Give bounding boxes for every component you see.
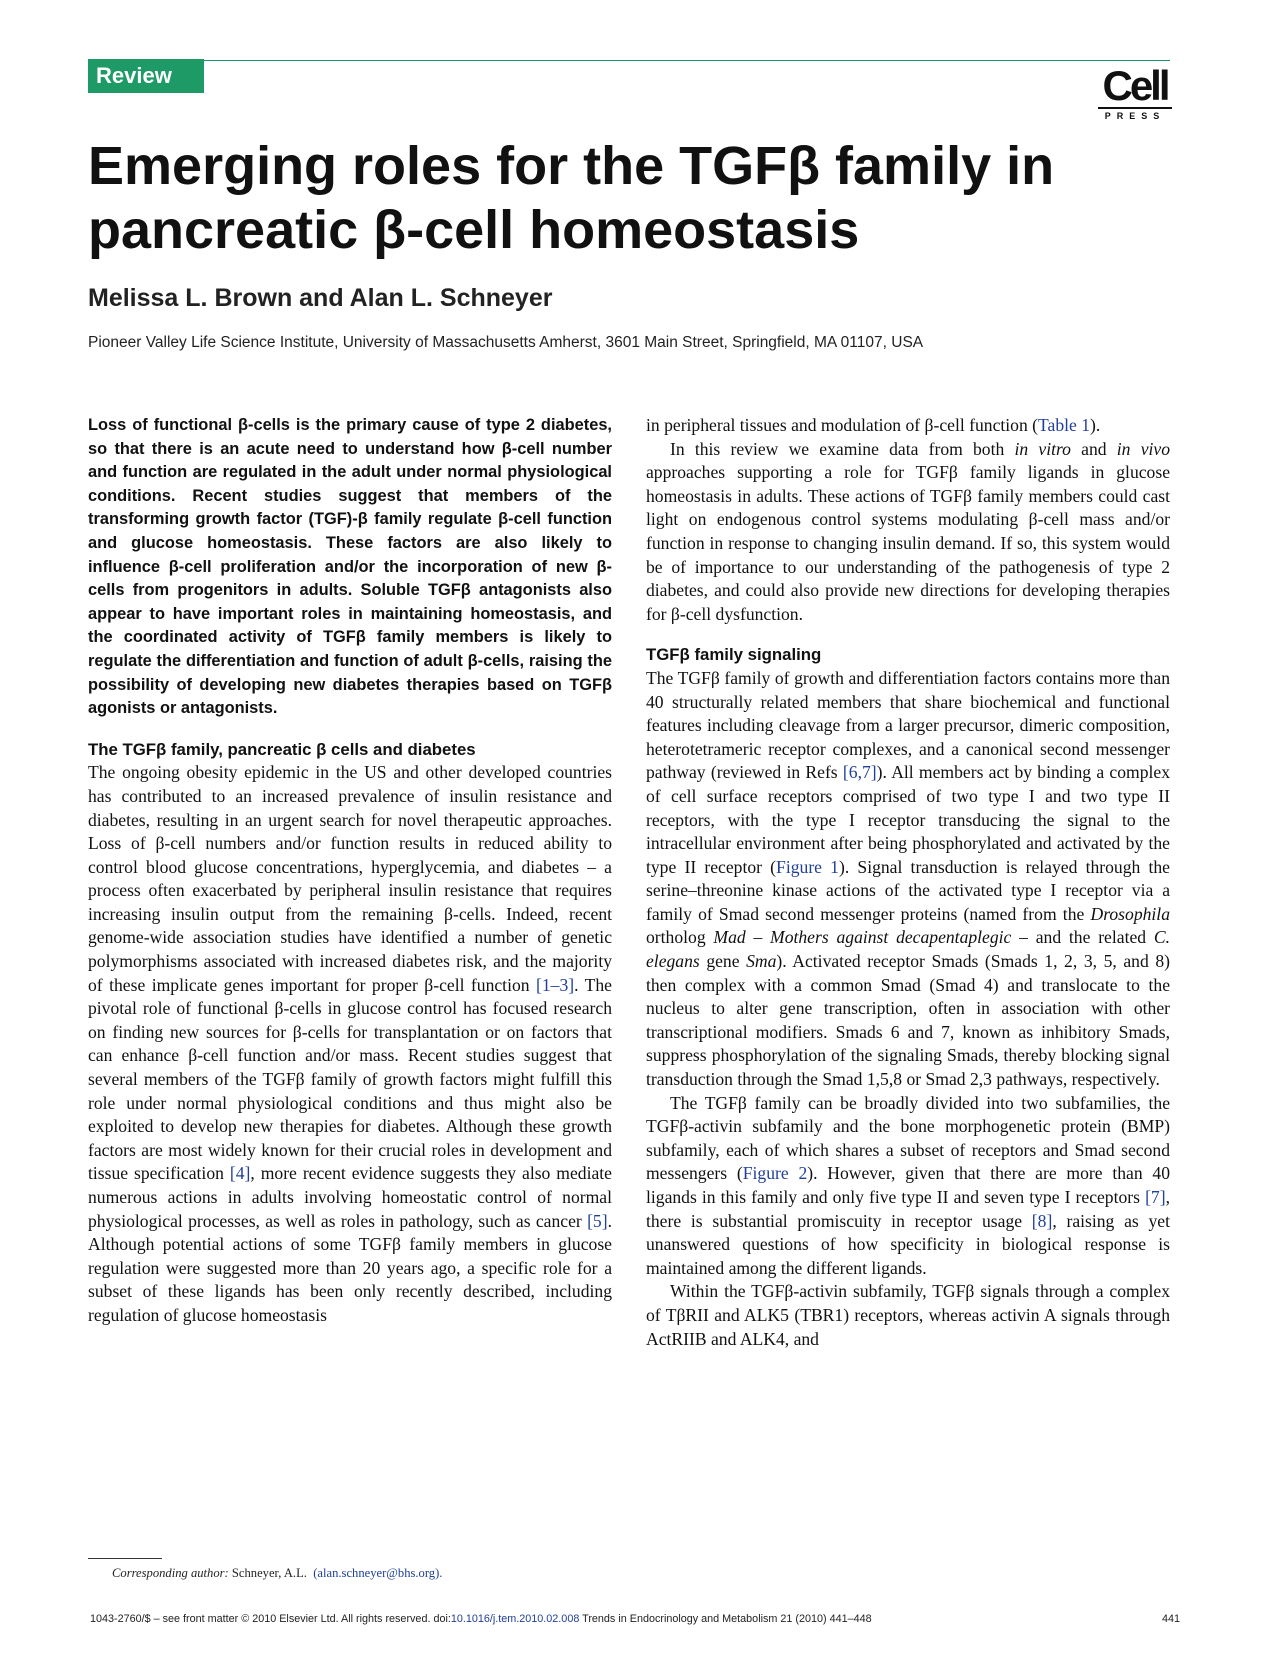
italic-text: in vitro (1014, 438, 1071, 459)
corresponding-author-footnote (112, 1565, 442, 1581)
left-column (88, 414, 612, 1328)
text: ). Activated receptor Smads (Smads 1, 2, 3, 5, and 8) then complex with a common Smad (Smad 4) and translocate to the nucleus to alter gene transcription, often in association with other transcriptional modifiers. Smads 6 and 7, known as inhibitory Smads, suppress phosphorylation of the signaling Smads, thereby blocking signal transduction through the Smad 1,5,8 or Smad 2,3 pathways, respectively. (646, 951, 1170, 1090)
right-column (646, 414, 1170, 1351)
section-tag: Review (88, 59, 204, 93)
footnote-name: Schneyer, A.L. (228, 1566, 307, 1580)
text: ). Signal transduction is relayed through the serine–threonine kinase actions of the activated type I receptor via a family of Smad second messenger proteins (named from the (646, 856, 1170, 924)
review-scope-paragraph (646, 438, 1170, 627)
text: In this review we examine data from both (670, 438, 1015, 459)
title-line-2: pancreatic β-cell homeostasis (88, 200, 860, 260)
page-number: 441 (1161, 1613, 1180, 1625)
citation-link[interactable]: [6,7] (842, 762, 877, 783)
footnote-label: Corresponding author: (112, 1566, 229, 1580)
text: , more recent evidence suggests they also mediate numerous actions in adults involving homeostatic control of normal physiological processes, as well as roles in pathology, such as cancer (88, 1163, 612, 1231)
text: in peripheral tissues and modulation of β-cell function ( (646, 415, 1039, 435)
logo-sub: PRESS (1098, 107, 1172, 121)
italic-text: in vivo (1116, 438, 1170, 459)
italic-text: Mad – Mothers against decapentaplegic (713, 927, 1012, 948)
citation-link[interactable]: [8] (1031, 1210, 1053, 1231)
citation-link[interactable]: [4] (229, 1163, 251, 1184)
title-line-1: Emerging roles for the TGFβ family in (88, 136, 1055, 196)
text: ). All members act by binding a complex of cell surface receptors comprised of two type I and two type II receptors, with the type I receptor transducing the signal to the intracellular environment after being phosphorylated and activated by the type II receptor ( (646, 762, 1170, 877)
text: ). However, given that there are more than 40 ligands in this family and only five type II and seven type I receptors (646, 1163, 1170, 1207)
affiliation: Pioneer Valley Life Science Institute, University of Massachusetts Amherst, 3601 Main Street, Springfield, MA 01107, USA (88, 334, 924, 351)
signaling-paragraph (646, 667, 1170, 1092)
text: gene (699, 951, 747, 972)
footnote-rule (88, 1558, 162, 1559)
italic-text: Drosophila (1090, 903, 1170, 924)
header-rule (88, 60, 1170, 61)
authors: Melissa L. Brown and Alan L. Schneyer (88, 284, 553, 312)
activin-paragraph: Within the TGFβ-activin subfamily, TGFβ signals through a complex of TβRII and ALK5 (TBR1) receptors, whereas activin A signals through ActRIIB and ALK4, and (646, 1281, 1170, 1349)
text: The TGFβ family of growth and differentiation factors contains more than 40 structurally related members that share biochemical and functional features including cleavage from a larger precursor, dimeric composition, heterotetrameric receptor complexes, and a canonical second messenger pathway (reviewed in Refs (646, 667, 1170, 783)
citation-link[interactable]: [5] (587, 1210, 608, 1231)
text: . Although potential actions of some TGFβ family members in glucose regulation were suggested more than 20 years ago, a specific role for a subset of these ligands has been only recently described, including regulation of glucose homeostasis (88, 1210, 612, 1325)
text: , raising as yet unanswered questions of how specificity in biological response is maintained among the different ligands. (646, 1210, 1170, 1278)
cell-press-logo (1098, 62, 1172, 122)
text: , there is substantial promiscuity in receptor usage (646, 1187, 1170, 1231)
text: and (1070, 438, 1117, 459)
footer-copyright: 1043-2760/$ – see front matter © 2010 Elsevier Ltd. All rights reserved. doi: (90, 1613, 451, 1625)
email-link[interactable]: (alan.schneyer@bhs.org). (313, 1566, 443, 1580)
subfamily-paragraph (646, 1092, 1170, 1281)
figure-link[interactable]: Figure 2 (742, 1163, 808, 1184)
italic-text: C. elegans (646, 927, 1170, 972)
article-title (88, 134, 1188, 262)
abstract: Loss of functional β-cells is the primary cause of type 2 diabetes, so that there is an acute need to understand how β-cell number and function are regulated in the adult under normal physiological conditions. Recent studies suggest that members of the transforming growth factor (TGF)-β family regulate β-cell function and glucose homeostasis. These factors are also likely to influence β-cell proliferation and/or the incorporation of new β-cells from progenitors in adults. Soluble TGFβ antagonists also appear to have important roles in maintaining homeostasis, and the coordinated activity of TGFβ family members is likely to regulate the differentiation and function of adult β-cells, raising the possibility of developing new diabetes therapies based on TGFβ agonists or antagonists. (88, 416, 612, 718)
text: The TGFβ family can be broadly divided into two subfamilies, the TGFβ-activin subfamily and the bone morphogenetic protein (BMP) subfamily, each of which shares a subset of receptors and Smad second messengers ( (646, 1092, 1170, 1184)
text: The ongoing obesity epidemic in the US and other developed countries has contributed to an increased prevalence of insulin resistance and diabetes, resulting in an urgent search for novel therapeutic approaches. Loss of β-cell numbers and/or function results in reduced ability to control blood glucose concentrations, hyperglycemia, and diabetes – a process often exacerbated by peripheral insulin resistance that requires increasing insulin output from the remaining β-cells. Indeed, recent genome-wide association studies have identified a number of genetic polymorphisms associated with increased diabetes risk, and the majority of these implicate genes important for proper β-cell function (88, 762, 612, 995)
page-footer (90, 1612, 1180, 1626)
text: ortholog (646, 927, 714, 948)
citation-link[interactable]: [7] (1145, 1187, 1166, 1207)
table-link[interactable]: Table 1 (1038, 415, 1091, 435)
footer-journal: Trends in Endocrinology and Metabolism 21 (2010) 441–448 (579, 1613, 872, 1625)
section-heading-2: TGFβ family signaling (646, 645, 822, 665)
continued-paragraph (646, 414, 1170, 438)
text: . The pivotal role of functional β-cells in glucose control has focused research on finding new sources for β-cells for transplantation or on factors that can enhance β-cell function and/or mass. Recent studies suggest that several members of the TGFβ family of growth factors might fulfill this role under normal physiological conditions and thus might also be exploited to develop new therapies for diabetes. Although these growth factors are most widely known for their crucial roles in development and tissue specification (88, 974, 612, 1184)
citation-link[interactable]: [1–3] (536, 974, 575, 995)
figure-link[interactable]: Figure 1 (776, 856, 839, 877)
logo-word: Cell (1102, 62, 1168, 109)
section1-paragraph (88, 761, 612, 1327)
doi-link[interactable]: 10.1016/j.tem.2010.02.008 (450, 1613, 580, 1625)
italic-text: Sma (746, 951, 777, 972)
text: ). (1090, 415, 1101, 435)
text: approaches supporting a role for TGFβ family ligands in glucose homeostasis in adults. These actions of TGFβ family members could cast light on endogenous control systems modulating β-cell mass and/or function in response to changing insulin demand. If so, this system would be of importance to our understanding of the pathogenesis of type 2 diabetes, and could also provide new directions for developing therapies for β-cell dysfunction. (646, 462, 1170, 624)
section-heading-1: The TGFβ family, pancreatic β cells and diabetes (88, 739, 476, 759)
text: – and the related (1011, 927, 1154, 948)
